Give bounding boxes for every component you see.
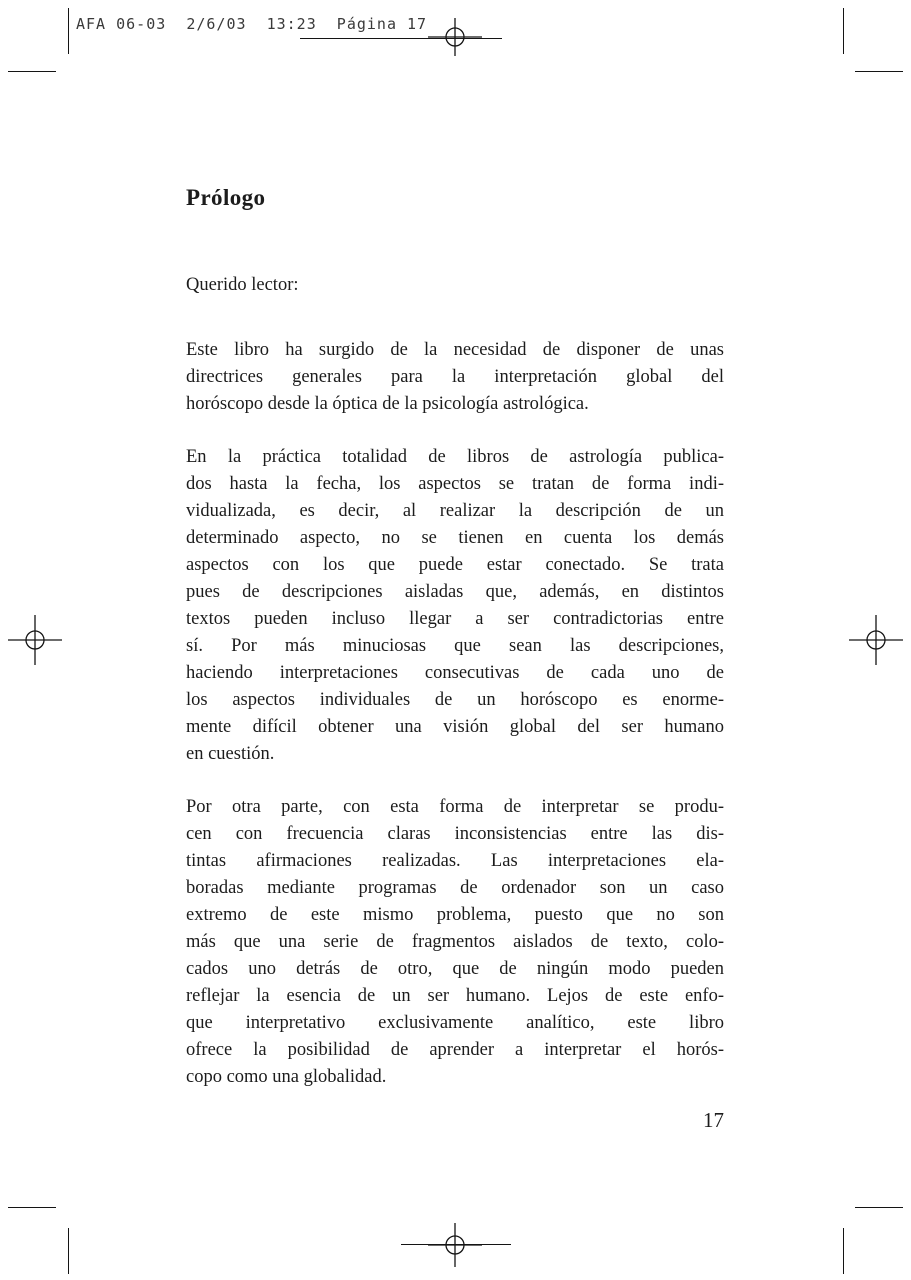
text-line: determinado aspecto, no se tienen en cuenta los demás bbox=[186, 528, 724, 548]
registration-mark-icon bbox=[7, 612, 63, 668]
text-line: textos pueden incluso llegar a ser contradictorias entre bbox=[186, 609, 724, 629]
text-line: mente difícil obtener una visión global del ser humano bbox=[186, 717, 724, 737]
text-line: extremo de este mismo problema, puesto que no son bbox=[186, 905, 724, 925]
crop-mark bbox=[8, 71, 56, 72]
print-slug-line: AFA 06-03 2/6/03 13:23 Página 17 bbox=[76, 15, 428, 33]
text-block bbox=[186, 182, 724, 1091]
registration-mark-icon bbox=[427, 9, 483, 65]
text-line: cen con frecuencia claras inconsistencias entre las dis- bbox=[186, 824, 724, 844]
registration-mark-icon bbox=[848, 612, 904, 668]
text-line: sí. Por más minuciosas que sean las descripciones, bbox=[186, 636, 724, 656]
text-line: tintas afirmaciones realizadas. Las interpretaciones ela- bbox=[186, 851, 724, 871]
salutation: Querido lector: bbox=[186, 275, 299, 295]
text-line: reflejar la esencia de un ser humano. Lejos de este enfo- bbox=[186, 986, 724, 1006]
text-line: horóscopo desde la óptica de la psicología astrológica. bbox=[186, 394, 589, 414]
text-line: aspectos con los que puede estar conectado. Se trata bbox=[186, 555, 724, 575]
text-line: Por otra parte, con esta forma de interpretar se produ- bbox=[186, 797, 724, 817]
crop-mark bbox=[855, 1207, 903, 1208]
paragraph bbox=[186, 337, 724, 418]
text-line: que interpretativo exclusivamente analítico, este libro bbox=[186, 1013, 724, 1033]
text-line: cados uno detrás de otro, que de ningún modo pueden bbox=[186, 959, 724, 979]
text-line: pues de descripciones aisladas que, además, en distintos bbox=[186, 582, 724, 602]
text-line: dos hasta la fecha, los aspectos se tratan de forma indi- bbox=[186, 474, 724, 494]
crop-mark bbox=[68, 1228, 69, 1274]
paragraph bbox=[186, 444, 724, 768]
text-line: En la práctica totalidad de libros de astrología publica- bbox=[186, 447, 724, 467]
text-line: los aspectos individuales de un horóscopo es enorme- bbox=[186, 690, 724, 710]
crop-mark bbox=[8, 1207, 56, 1208]
text-line: directrices generales para la interpretación global del bbox=[186, 367, 724, 387]
text-line: Este libro ha surgido de la necesidad de disponer de unas bbox=[186, 340, 724, 360]
crop-mark bbox=[68, 8, 69, 54]
registration-mark-icon bbox=[427, 1217, 483, 1273]
page-title: Prólogo bbox=[186, 185, 266, 210]
text-line: vidualizada, es decir, al realizar la descripción de un bbox=[186, 501, 724, 521]
text-line: más que una serie de fragmentos aislados de texto, colo- bbox=[186, 932, 724, 952]
page-number: 17 bbox=[703, 1108, 724, 1132]
text-line: en cuestión. bbox=[186, 744, 275, 764]
text-line: haciendo interpretaciones consecutivas de cada uno de bbox=[186, 663, 724, 683]
paragraphs bbox=[186, 337, 724, 1091]
crop-mark bbox=[843, 8, 844, 54]
crop-mark bbox=[843, 1228, 844, 1274]
crop-mark bbox=[855, 71, 903, 72]
text-line: boradas mediante programas de ordenador son un caso bbox=[186, 878, 724, 898]
text-line: ofrece la posibilidad de aprender a interpretar el horós- bbox=[186, 1040, 724, 1060]
paragraph bbox=[186, 794, 724, 1091]
text-line: copo como una globalidad. bbox=[186, 1067, 387, 1087]
